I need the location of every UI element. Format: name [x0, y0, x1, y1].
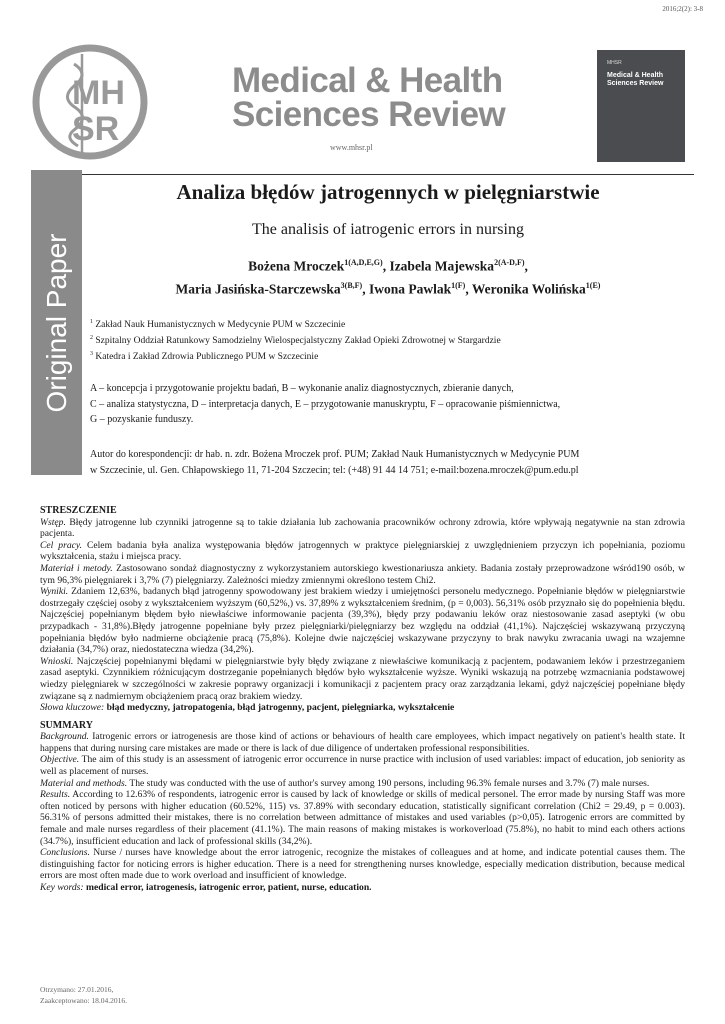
- roles-line: A – koncepcja i przygotowanie projektu badań, B – wykonanie analiz diagnostycznych, zbieranie danych,: [90, 383, 514, 394]
- roles-line: C – analiza statystyczna, D – interpretacja danych, E – przygotowanie manuskryptu, F – opracowanie piśmiennictwa,: [90, 398, 561, 410]
- streszczenie-heading: STRESZCZENIE: [40, 505, 117, 516]
- article-dates: [40, 984, 127, 1006]
- affiliation-num: 1: [90, 319, 93, 325]
- paragraph-text: According to 12.63% of respondents, iatrogenic error is caused by lack of knowledge or skills of medical personel. The error made by nursing Staff was more often noticed by persons with higher education (60.52%, 115) vs. 37.89% with secondary education, statistically significant correlation (Chi2 = 29.49, p = 0.003). 56.31% of persons admitted their mistakes, there is no correlation between admittance of mistakes and used variables (p>0,05). Iatrogenic errors are committed by female and male nurses regardless of their placement (41.1%). The main reasons of making mistakes is workoverload (75.8%), no habit to mind each others actions (34.7%), insufficient education and lack of professional skills (34,2%).: [40, 789, 685, 847]
- paragraph-label: Conclusions.: [40, 847, 90, 859]
- keywords-label: Key words:: [40, 882, 84, 893]
- roles-line: G – pozyskanie funduszy.: [90, 414, 194, 425]
- author-separator: ,: [362, 281, 369, 297]
- author-separator: ,: [524, 258, 528, 274]
- author-separator: ,: [465, 281, 472, 297]
- affiliation-1: [90, 319, 345, 330]
- logo-sr: SR: [72, 110, 120, 148]
- paragraph-text: The aim of this study is an assessment of iatrogenic error occurrence in nurse practice with inclusion of used variables: impact of education, job seniority as well as placement of nurses.: [40, 754, 685, 778]
- correspondence-line: Autor do korespondencji: dr hab. n. zdr. Bożena Mroczek prof. PUM; Zakład Nauk Humanistycznych w Medycynie PUM: [90, 449, 580, 460]
- author-name: Bożena Mroczek: [248, 258, 345, 274]
- correspondence-line: w Szczecinie, ul. Gen. Chłapowskiego 11, 71-204 Szczecin; tel: (+48) 91 44 14 751; e-mail:bozena.mroczek@pum.edu.pl: [90, 465, 579, 476]
- keywords-label: Słowa kluczowe:: [40, 702, 105, 714]
- journal-name-line1: Medical & Health: [232, 61, 503, 100]
- cover-logo: MHSR: [607, 60, 622, 66]
- received-date: Otrzymano: 27.01.2016,: [40, 985, 114, 994]
- author-name: Maria Jasińska-Starczewska: [175, 281, 341, 297]
- article-type-label: Original Paper: [40, 233, 72, 412]
- journal-name-line2: Sciences Review: [232, 95, 506, 134]
- paragraph-label: Wyniki.: [40, 586, 69, 598]
- authors-line-2: [82, 281, 694, 298]
- affiliation-2: [90, 335, 501, 346]
- paragraph-label: Results.: [40, 789, 71, 801]
- contribution-roles: [90, 381, 560, 428]
- affiliation-num: 2: [90, 335, 93, 341]
- paragraph-label: Objective.: [40, 754, 80, 766]
- journal-name: [232, 61, 506, 134]
- paragraph-text: Błędy jatrogenne lub czynniki jatrogenne są to takie działania lub zachowania pracowników ochrony zdrowia, które wpływają negatywnie na stan zdrowia pacjenta.: [40, 516, 685, 540]
- abstracts: [40, 505, 685, 894]
- paragraph-text: Celem badania była analiza występowania błędów jatrogennych w praktyce pielęgniarskiej z uwzględnieniem przyczyn ich popełniania, poziomu wykształcenia, stażu i miejsca pracy.: [40, 539, 685, 563]
- paragraph-text: The study was conducted with the use of author's survey among 190 persons, including 96.3% female nurses and 3.7% (7) male nurses.: [127, 777, 650, 789]
- summary-heading: SUMMARY: [40, 719, 93, 731]
- keywords-en: [40, 882, 685, 894]
- correspondence: [90, 447, 579, 479]
- journal-cover-thumbnail: [597, 50, 685, 162]
- affiliation-text: Zakład Nauk Humanistycznych w Medycynie PUM w Szczecinie: [95, 320, 346, 331]
- author-contribution: 1(F): [451, 281, 466, 290]
- paragraph-label: Materiał i metody.: [40, 562, 113, 574]
- streszczenie-body: [40, 517, 685, 703]
- abstract-paragraph: [40, 656, 685, 702]
- affiliation-3: [90, 351, 318, 362]
- author-contribution: 1(E): [585, 281, 601, 290]
- abstract-paragraph: [40, 563, 685, 586]
- abstract-paragraph: [40, 517, 685, 540]
- affiliation-text: Szpitalny Oddział Ratunkowy Samodzielny Wielospecjalstyczny Zakład Opieki Zdrowotnej w Stargardzie: [95, 336, 501, 347]
- paragraph-text: Nurse / nurses have knowledge about the error iatrogenic, recognize the mistakes of colleagues and at home, and indicate potential causes them. The distinguishing factor for noticing errors is higher education. There is a need for strengthening nurses knowledge, especially medication distribution, because medical errors are most often made due to work overload and insufficient of knowledge.: [40, 847, 685, 882]
- abstract-paragraph: [40, 778, 685, 790]
- author-contribution: 2(A-D,F): [494, 258, 525, 267]
- paragraph-label: Material and methods.: [40, 777, 128, 789]
- keywords-value: błąd medyczny, jatropatogenia, błąd jatrogenny, pacjent, pielęgniarka, wykształcenie: [104, 702, 455, 714]
- journal-url[interactable]: www.mhsr.pl: [330, 143, 373, 152]
- title-english: The analisis of iatrogenic errors in nursing: [252, 221, 524, 238]
- paragraph-label: Wnioski.: [40, 655, 74, 667]
- cover-title: [607, 72, 663, 88]
- keywords-pl: [40, 702, 685, 714]
- article-type-sidebar: [31, 170, 82, 475]
- paragraph-text: Najczęściej popełnianymi błędami w pielęgniarstwie były błędy związane z niewłaściwe komunikacją z pacjentem, podawaniem leków i przestrzeganiem zasad aseptyki. Czynnikiem różnicującym dostrzeganie popełnianych błędów było wykształcenie wyższe. Wyniki wskazują na potrzebę wzmacniania podstawowej wiedzy pielęgniarek w szczególności w zakresie poprawy organizacji i komunikacji z pacjentem pracy oraz zarządzania lekami, gdyż najczęściej popełniane błędy związane są z nadmiernym obciążeniem pracą oraz brakiem wiedzy.: [40, 655, 685, 702]
- abstract-paragraph: [40, 586, 685, 656]
- affiliation-num: 3: [90, 351, 93, 357]
- cover-title-line2: Sciences Review: [607, 80, 664, 87]
- keywords-value: medical error, iatrogenesis, iatrogenic error, patient, nurse, education.: [83, 882, 372, 893]
- abstract-paragraph: [40, 847, 685, 882]
- paragraph-text: Iatrogenic errors or iatrogenesis are those kind of actions or behaviours of health care employees, which impact negatively on patient's health state. It happens that during nursing care mistakes are made or there is lack of due diligence of undertaken professional responsibilities.: [40, 731, 685, 754]
- abstract-paragraph: [40, 754, 685, 777]
- affiliation-text: Katedra i Zakład Zdrowia Publicznego PUM w Szczecinie: [95, 352, 319, 363]
- abstract-paragraph: [40, 731, 685, 754]
- author-contribution: 3(B,F): [340, 281, 363, 290]
- author-name: Weronika Wolińska: [471, 281, 586, 297]
- citation: 2016;2(2): 3-8: [662, 5, 703, 13]
- cover-title-line1: Medical & Health: [607, 72, 664, 79]
- paragraph-text: Zdaniem 12,63%, badanych błąd jatrogenny spowodowany jest brakiem wiedzy i umiejętności personelu medycznego. Popełnianie błędów w pielęgniarstwie dostrzegały częściej osoby z wykształceniem wyższym (60,52%,) vs. 37,89% z wykształceniem średnim, (p = 0,003). 56,31% osób przyznało się do popełnienia błędu. Najczęściej popełnianym błędem było niewłaściwe informowanie pacjenta (39,3%), błędy przy podawaniu leków oraz niestosowanie zasad aseptyki (w obu przypadkach - 31,8%).Błędy jatrogenne popełniane były przez pielęgniarki/pielęgniarzy bez względu na oddział (41,1%). Najczęściej wskazywaną przyczyną popełniania błędów było nadmierne obciążenie pracą (75,8%). Kolejne dwie najczęściej wskazywane przyczyny to brak nawyku zwracania uwagi na wzajemne działania (34,7%) oraz, niedostateczna wiedza (34,2%).: [40, 586, 685, 656]
- accepted-date: Zaakceptowano: 18.04.2016.: [40, 996, 128, 1005]
- paragraph-label: Wstęp.: [40, 516, 66, 528]
- abstract-paragraph: [40, 540, 685, 563]
- paragraph-label: Cel pracy.: [40, 539, 83, 551]
- authors-line-1: [82, 258, 694, 275]
- summary-body: [40, 731, 685, 882]
- title-polish: Analiza błędów jatrogennych w pielęgniarstwie: [176, 180, 600, 204]
- author-name: Izabela Majewska: [389, 258, 495, 274]
- author-separator: ,: [382, 258, 390, 274]
- logo-mh: MH: [72, 74, 125, 112]
- author-name: Iwona Pawlak: [368, 281, 452, 297]
- paragraph-text: Zastosowano sondaż diagnostyczny z wykorzystaniem autorskiego kwestionariusza ankiety. Badania zostały przeprowadzone wśród190 osób, w tym 96,3% pielęgniarek i 3,7% (7) pielęgniarzy. Zależności miedzy zmiennymi określono testem Chi2.: [40, 562, 686, 586]
- abstract-paragraph: [40, 789, 685, 847]
- author-contribution: 1(A,D,E,G): [344, 258, 383, 267]
- header-rule: [82, 174, 694, 175]
- paragraph-label: Background.: [40, 731, 89, 743]
- mhsr-logo: [30, 42, 150, 162]
